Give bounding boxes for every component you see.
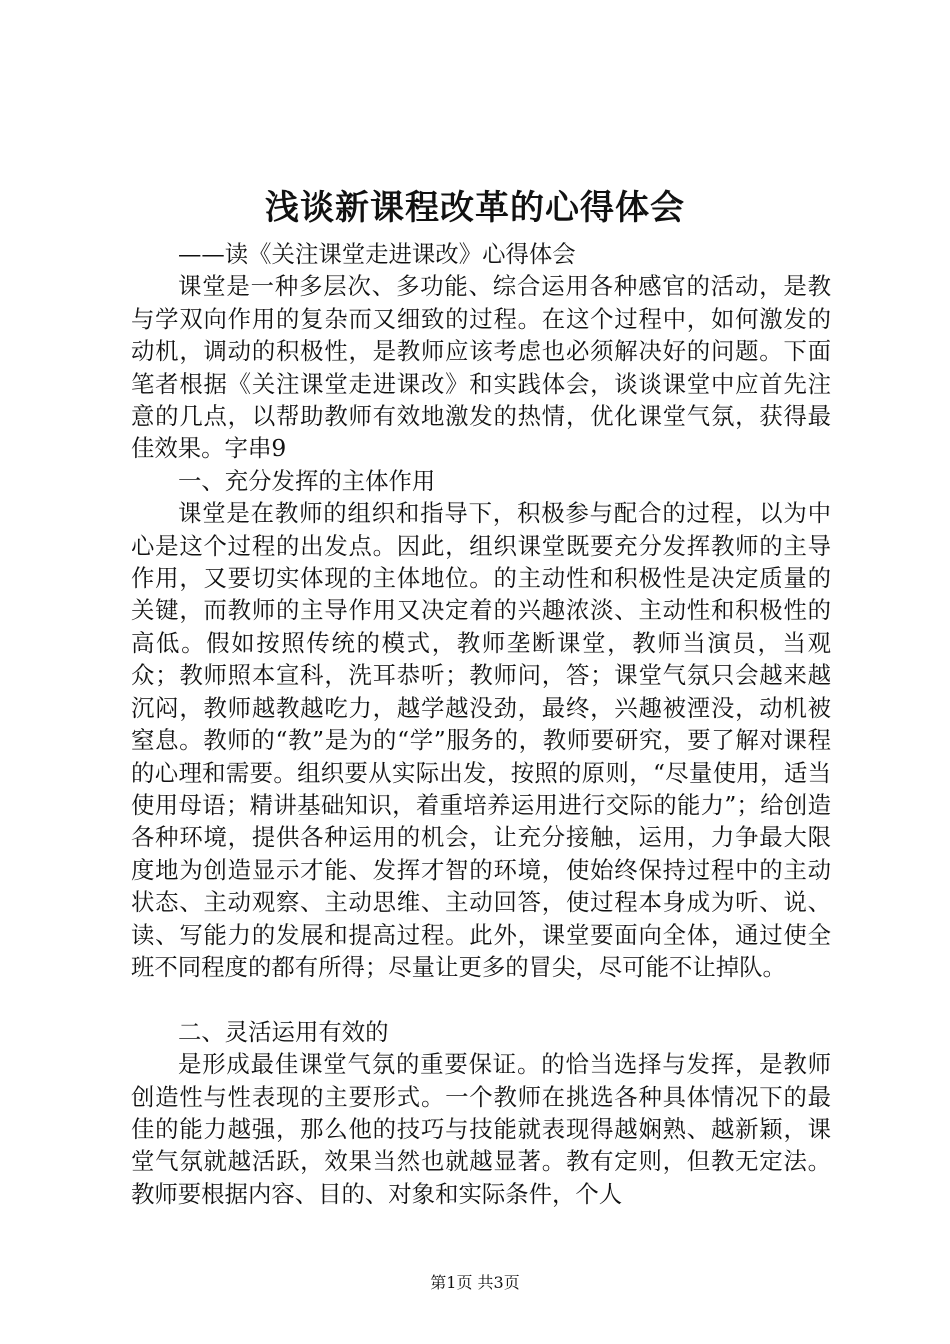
- page-footer: 第1页 共3页: [430, 1273, 520, 1292]
- document-subtitle: ——读《关注课堂走进课改》心得体会: [178, 240, 576, 268]
- paragraph-section-2: 是形成最佳课堂气氛的重要保证。的恰当选择与发挥，是教师创造性与性表现的主要形式。一个教师在挑选各种具体情况下的最佳的能力越强，那么他的技巧与技能就表现得越娴熟、越新颖，课堂气氛就越活跃，效果当然也就越显著。教有定则，但教无定法。教师要根据内容、目的、对象和实际条件，个人: [131, 1050, 831, 1208]
- paragraph-section-1: 课堂是在教师的组织和指导下，积极参与配合的过程，以为中心是这个过程的出发点。因此，组织课堂既要充分发挥教师的主导作用，又要切实体现的主体地位。的主动性和积极性是决定质量的关键，而教师的主导作用又决定着的兴趣浓淡、主动性和积极性的高低。假如按照传统的模式，教师垄断课堂，教师当演员，当观众；教师照本宣科，洗耳恭听；教师问，答；课堂气氛只会越来越沉闷，教师越教越吃力，越学越没劲，最终，兴趣被湮没，动机被窒息。教师的“教”是为的“学”服务的，教师要研究，要了解对课程的心理和需要。组织要从实际出发，按照的原则，“尽量使用，适当使用母语；精讲基础知识，着重培养运用进行交际的能力”；给创造各种环境，提供各种运用的机会，让充分接触，运用，力争最大限度地为创造显示才能、发挥才智的环境，使始终保持过程中的主动状态、主动观察、主动思维、主动回答，使过程本身成为听、说、读、写能力的发展和提高过程。此外，课堂要面向全体，通过使全班不同程度的都有所得；尽量让更多的冒尖，尽可能不让掉队。: [131, 499, 831, 981]
- document-body: [131, 238, 831, 1210]
- document-title: 浅谈新课程改革的心得体会: [265, 188, 685, 228]
- section-heading-1: 一、充分发挥的主体作用: [178, 466, 436, 495]
- paragraph-spacer: [131, 983, 831, 1015]
- paragraph-intro: 课堂是一种多层次、多功能、综合运用各种感官的活动，是教与学双向作用的复杂而又细致的过程。在这个过程中，如何激发的动机，调动的积极性，是教师应该考虑也必须解决好的问题。下面笔者根据《关注课堂走进课改》和实践体会，谈谈课堂中应首先注意的几点，以帮助教师有效地激发的热情，优化课堂气氛，获得最佳效果。字串9: [131, 272, 831, 463]
- section-heading-2: 二、灵活运用有效的: [178, 1017, 389, 1046]
